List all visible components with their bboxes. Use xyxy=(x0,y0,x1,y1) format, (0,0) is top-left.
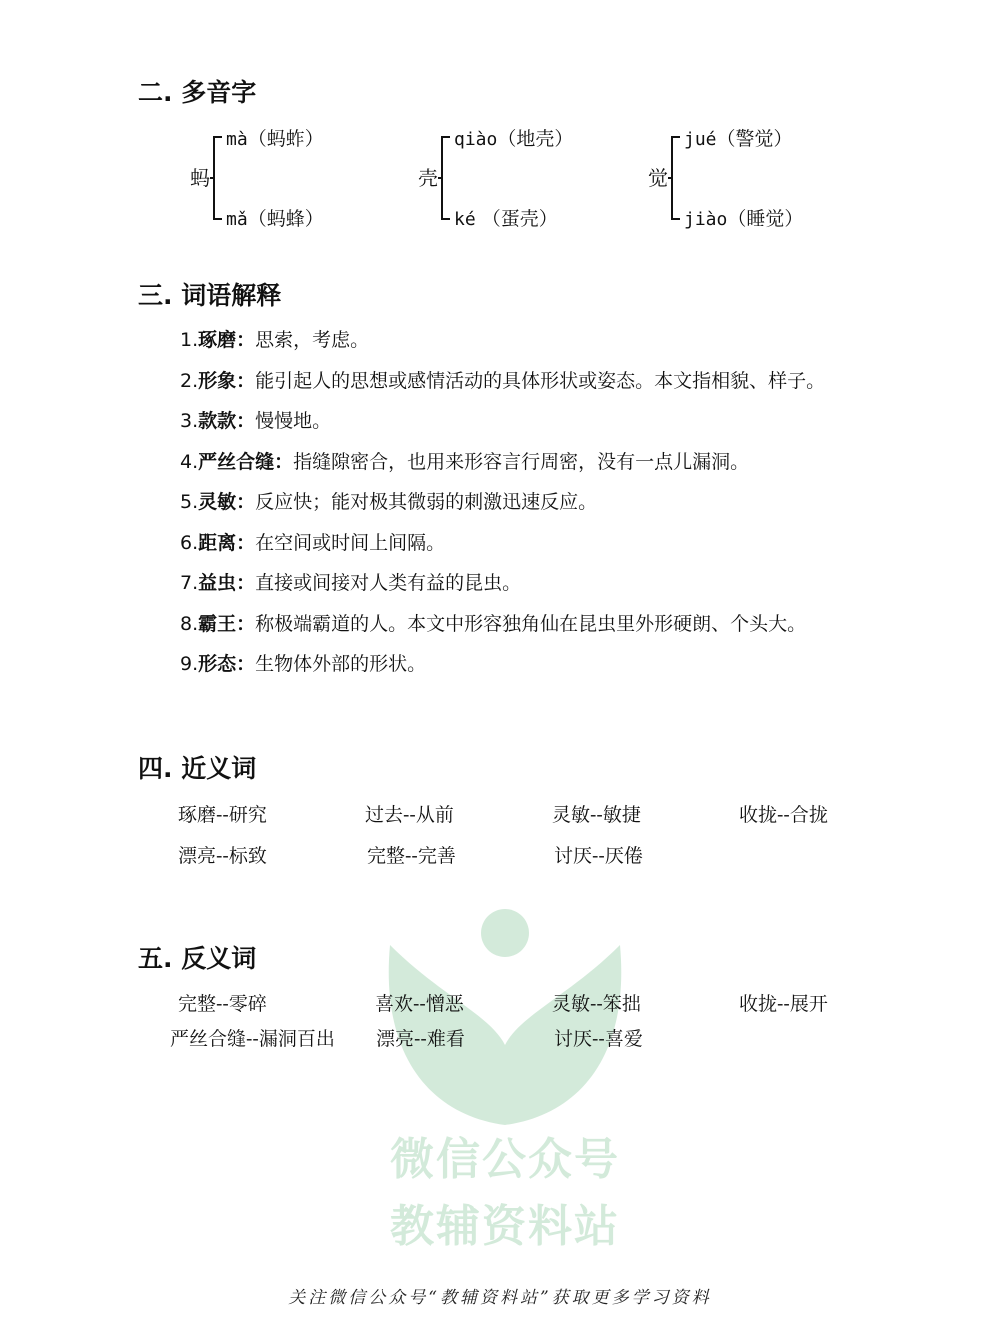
definition-item: 8.霸王：称极端霸道的人。本文中形容独角仙在昆虫里外形硬朗、个头大。 xyxy=(180,613,807,635)
bracket-icon xyxy=(648,124,688,234)
synonym-pair: 收拢--合拢 xyxy=(739,804,828,826)
reading-2: mǎ（蚂蜂） xyxy=(226,208,324,230)
definition-item: 9.形态：生物体外部的形状。 xyxy=(180,653,427,675)
definition-item: 4.严丝合缝：指缝隙密合，也用来形容言行周密，没有一点儿漏洞。 xyxy=(180,451,750,473)
polyphone-group-2 xyxy=(418,124,618,234)
section-title-synonyms: 四. 近义词 xyxy=(138,754,257,783)
watermark xyxy=(370,905,640,1252)
synonym-pair: 讨厌--厌倦 xyxy=(554,845,643,867)
antonym-pair: 收拢--展开 xyxy=(739,993,828,1015)
sprout-logo-icon xyxy=(370,905,640,1135)
reading-1: qiào（地壳） xyxy=(454,128,574,150)
polyphone-group-3 xyxy=(648,124,848,234)
footer-note: 关注微信公众号“教辅资料站”获取更多学习资料 xyxy=(288,1288,712,1308)
definition-item: 2.形象：能引起人的思想或感情活动的具体形状或姿态。本文指相貌、样子。 xyxy=(180,370,826,392)
synonym-pair: 漂亮--标致 xyxy=(178,845,267,867)
polyphone-char: 壳 xyxy=(418,166,438,190)
definition-item: 3.款款：慢慢地。 xyxy=(180,410,332,432)
polyphone-char: 觉 xyxy=(648,166,668,190)
bracket-icon xyxy=(190,124,230,234)
watermark-line-2: 教辅资料站 xyxy=(390,1201,620,1252)
bracket-icon xyxy=(418,124,458,234)
definition-item: 5.灵敏：反应快；能对极其微弱的刺激迅速反应。 xyxy=(180,491,598,513)
watermark-line-1: 微信公众号 xyxy=(390,1134,620,1185)
polyphone-char: 蚂 xyxy=(190,166,210,190)
reading-1: jué（警觉） xyxy=(684,128,793,150)
reading-1: mà（蚂蚱） xyxy=(226,128,324,150)
reading-2: jiào（睡觉） xyxy=(684,208,804,230)
synonym-pair: 灵敏--敏捷 xyxy=(552,804,641,826)
section-title-polyphones: 二. 多音字 xyxy=(138,78,257,107)
section-title-antonyms: 五. 反义词 xyxy=(138,944,257,973)
synonym-pair: 完整--完善 xyxy=(367,845,456,867)
antonym-pair: 漂亮--难看 xyxy=(376,1028,465,1050)
synonym-pair: 过去--从前 xyxy=(365,804,454,826)
definition-item: 7.益虫：直接或间接对人类有益的昆虫。 xyxy=(180,572,522,594)
definition-item: 1.琢磨：思索，考虑。 xyxy=(180,329,370,351)
antonym-pair: 灵敏--笨拙 xyxy=(552,993,641,1015)
antonym-pair: 严丝合缝--漏洞百出 xyxy=(170,1028,335,1050)
definition-item: 6.距离：在空间或时间上间隔。 xyxy=(180,532,446,554)
synonym-pair: 琢磨--研究 xyxy=(178,804,267,826)
antonym-pair: 喜欢--憎恶 xyxy=(375,993,464,1015)
polyphone-group-1 xyxy=(190,124,390,234)
antonym-pair: 讨厌--喜爱 xyxy=(554,1028,643,1050)
section-title-definitions: 三. 词语解释 xyxy=(138,281,282,310)
antonym-pair: 完整--零碎 xyxy=(178,993,267,1015)
reading-2: ké （蛋壳） xyxy=(454,208,558,230)
